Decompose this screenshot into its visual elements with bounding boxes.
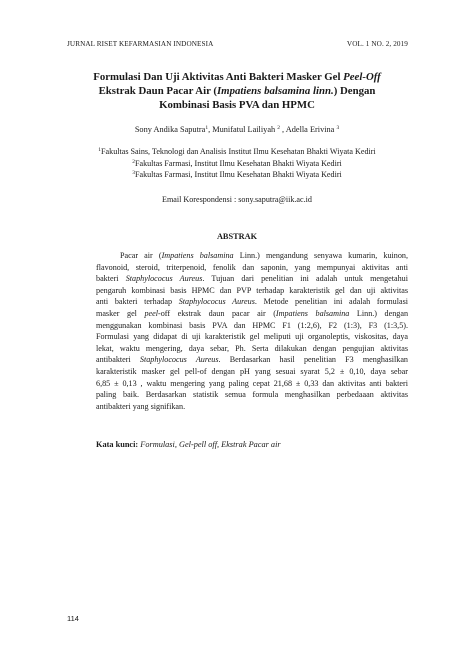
- abstract-line: [96, 262, 408, 274]
- correspondence-email: Email Korespondensi : sony.saputra@iik.ac.id: [162, 195, 312, 204]
- author-2-affil: 2: [277, 125, 280, 131]
- affil-text: Fakultas Farmasi, Institut Ilmu Kesehatan Bhakti Wiyata Kediri: [134, 170, 342, 179]
- abstract-line: [96, 401, 408, 413]
- abstract-text: . Metode penelitian ini adalah formulasi: [254, 297, 408, 307]
- author-1-affil: 1: [205, 125, 209, 131]
- abstract-body: [96, 250, 408, 412]
- abstract-text: . Tujuan dari penelitian ini adalah untuk mengetahui: [202, 274, 408, 284]
- abstract-text: antibakteri yang signifikan.: [96, 401, 186, 411]
- abstract-line: [96, 354, 408, 366]
- abstract-text: menggunakan kombinasi basis PVA dan HPMC F1 (1:2,6), F2 (1:3), F3 (1:3,5).: [96, 320, 408, 330]
- affiliation-2: [40, 158, 434, 170]
- abstract-text: karakteristik masker gel pell-of dengan pH yang sesuai syarat 5,2 ± 0,10, daya sebar: [96, 366, 408, 376]
- abstract-text: Formulasi yang didapat di uji karakteristik gel meliputi uji organoleptis, viskositas, daya: [96, 332, 408, 342]
- abstract-text: Linn.) mengandung senyawa kumarin, kuinon,: [233, 251, 408, 260]
- affil-marker: 3: [132, 170, 135, 176]
- volume-info: VOL. 1 NO. 2, 2019: [346, 40, 408, 48]
- title-text: Ekstrak Daun Pacar Air (: [98, 85, 217, 97]
- abstract-text: masker gel: [96, 308, 145, 318]
- paper-title: [60, 70, 414, 112]
- abstract-line: [96, 273, 408, 285]
- affil-text: Fakultas Sains, Teknologi dan Analisis Institut Ilmu Kesehatan Bhakti Wiyata Kediri: [101, 147, 376, 156]
- affil-marker: 2: [132, 158, 135, 165]
- title-italic: Impatiens balsamina linn.: [216, 85, 334, 97]
- abstract-line: [96, 308, 408, 320]
- abstract-text: antibakteri: [96, 355, 140, 365]
- title-line-1: [60, 70, 414, 84]
- title-italic: Peel-Off: [343, 71, 381, 83]
- abstract-italic-term: Impatiens balsamina: [161, 251, 234, 260]
- abstract-line: [96, 366, 408, 378]
- abstract-line: [96, 378, 408, 390]
- title-text: ) Dengan: [333, 85, 376, 97]
- abstract-line: [96, 285, 408, 297]
- affil-marker: 1: [98, 147, 102, 153]
- abstract-line: [96, 343, 408, 355]
- author-list: [60, 125, 414, 134]
- author-separator: , Adella Erivina: [279, 125, 337, 134]
- title-text: Formulasi Dan Uji Aktivitas Anti Bakteri Masker Gel: [93, 71, 344, 83]
- abstract-text: lekat, waktu mengering, daya sebar, Ph. Serta dilakukan dengan pengujian aktivitas: [96, 343, 408, 353]
- affiliation-3: [40, 169, 434, 181]
- author-1: Sony Andika Saputra: [134, 125, 206, 134]
- abstract-text: anti bakteri terhadap: [96, 297, 179, 307]
- abstract-text: bakteri: [96, 274, 126, 284]
- keywords-label: Kata kunci:: [96, 440, 141, 449]
- abstract-text: pengaruh kombinasi basis HPMC dan PVP terhadap karakteristik gel dan uji aktivitas: [96, 285, 408, 295]
- abstract-text: . Berdasarkan hasil penelitian F3 menghasilkan: [218, 355, 408, 365]
- abstract-line: [96, 250, 408, 262]
- title-line-2: [60, 84, 414, 98]
- abstract-italic-term: Impatiens balsamina: [275, 308, 350, 318]
- abstract-line: [96, 320, 408, 332]
- abstract-text: 6,85 ± 0,13 , waktu mengering yang paling cepat 21,68 ± 0,33 dan aktivitas anti bakteri: [96, 378, 408, 388]
- page-number: 114: [67, 614, 79, 623]
- abstract-line: [96, 389, 408, 401]
- abstract-line: [96, 296, 408, 308]
- abstract-text: Pacar air (: [120, 251, 162, 260]
- author-separator: , Munifatul Lailiyah: [208, 125, 278, 134]
- abstract-italic-term: Staphylococus Aureus: [139, 355, 219, 365]
- abstract-heading: ABSTRAK: [216, 232, 258, 241]
- abstract-text: flavonoid, steroid, triterpenoid, fenolik dan saponin, yang mempunyai aktivitas anti: [96, 262, 408, 272]
- affiliation-1: [40, 146, 434, 158]
- affiliations: [40, 146, 434, 181]
- running-header: [67, 40, 408, 48]
- title-line-3: Kombinasi Basis PVA dan HPMC: [159, 99, 315, 111]
- abstract-italic-term: Staphylococus Aureus: [125, 274, 203, 284]
- abstract-text: Linn.) dengan: [349, 308, 409, 318]
- abstract-text: paling baik. Berdasarkan statistik semua formula menghasilkan perbedaaan aktivitas: [96, 390, 408, 400]
- keywords-value: Formulasi, Gel-pell off, Ekstrak Pacar air: [140, 440, 281, 449]
- affil-text: Fakultas Farmasi, Institut Ilmu Kesehatan Bhakti Wiyata Kediri: [134, 158, 342, 168]
- abstract-line: [96, 331, 408, 343]
- journal-name: JURNAL RISET KEFARMASIAN INDONESIA: [67, 40, 214, 48]
- abstract-italic-term: peel: [144, 308, 159, 318]
- abstract-italic-term: Staphylococus Aureus: [178, 297, 255, 307]
- author-3-affil: 3: [336, 125, 340, 131]
- abstract-text: -off ekstrak daun pacar air (: [158, 308, 276, 318]
- keywords: [96, 440, 416, 449]
